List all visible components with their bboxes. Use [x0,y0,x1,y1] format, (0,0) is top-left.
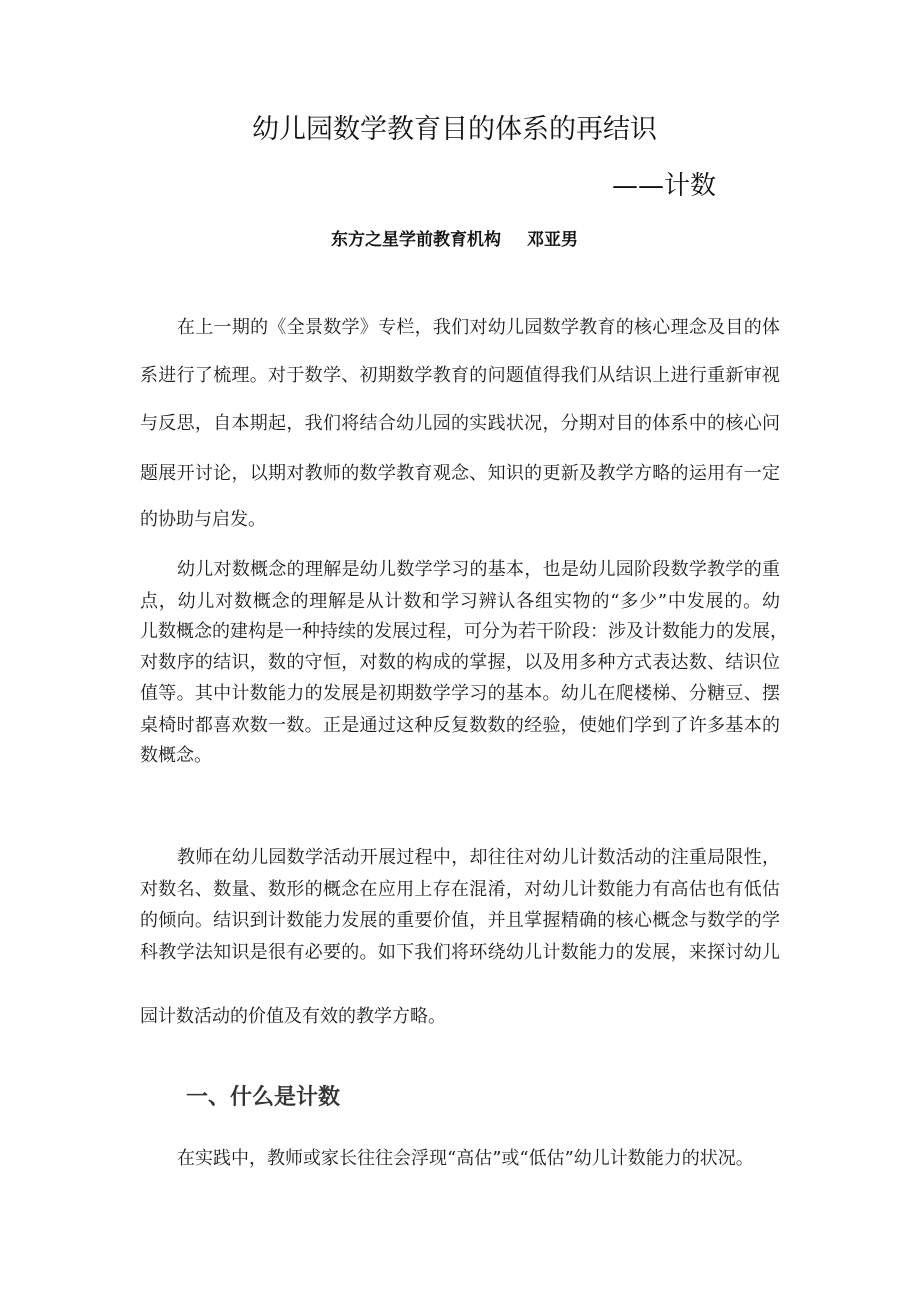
paragraph-line: 科教学法知识是很有必要的。如下我们将环绕幼儿计数能力的发展，来探讨幼儿 [140,942,780,963]
paragraph-line: 桌椅时都喜欢数一数。正是通过这种反复数数的经验，使她们学到了许多基本的 [140,715,780,736]
paragraph-line: 对数序的结识，数的守恒，对数的构成的掌握，以及用多种方式表达数、结识位 [140,652,780,673]
section-paragraph: 在实践中，教师或家长往往会浮现“高估”或“低估”幼儿计数能力的状况。 [177,1148,754,1169]
section-heading: 一、什么是计数 [186,1085,341,1110]
paragraph-line: 园计数活动的价值及有效的教学方略。 [140,1006,446,1027]
author-name: 邓亚男 [527,230,578,250]
paragraph-line: 数概念。 [140,745,212,766]
paragraph-line: 点，幼儿对数概念的理解是从计数和学习辨认各组实物的“多少”中发展的。幼 [140,591,780,612]
paragraph-line: 值等。其中计数能力的发展是初期数学学习的基本。幼儿在爬楼梯、分糖豆、摆 [140,683,780,704]
paragraph-line: 题展开讨论，以期对教师的数学教育观念、知识的更新及教学方略的运用有一定 [140,463,780,484]
paragraph-line: 的协助与启发。 [140,509,266,530]
paragraph-line: 对数名、数量、数形的概念在应用上存在混淆，对幼儿计数能力有高估也有低估 [140,879,780,900]
paragraph-line: 教师在幼儿园数学活动开展过程中，却往往对幼儿计数活动的注重局限性， [177,847,780,868]
author-line [331,227,601,253]
document-title: 幼儿园数学教育目的体系的再结识 [252,114,657,145]
paragraph-line: 的倾向。结识到计数能力发展的重要价值，并且掌握精确的核心概念与数学的学 [140,910,780,931]
paragraph-line: 系进行了梳理。对于数学、初期数学教育的问题值得我们从结识上进行重新审视 [140,365,780,386]
paragraph-line: 儿数概念的建构是一种持续的发展过程，可分为若干阶段：涉及计数能力的发展， [140,621,788,642]
paragraph-line: 与反思，自本期起，我们将结合幼儿园的实践状况，分期对目的体系中的核心问 [140,413,780,434]
paragraph-line: 在上一期的《全景数学》专栏，我们对幼儿园数学教育的核心理念及目的体 [177,317,780,338]
paragraph-line: 幼儿对数概念的理解是幼儿数学学习的基本，也是幼儿园阶段数学教学的重 [177,559,780,580]
document-subtitle: ——计数 [612,171,717,201]
author-organization: 东方之星学前教育机构 [331,230,501,250]
